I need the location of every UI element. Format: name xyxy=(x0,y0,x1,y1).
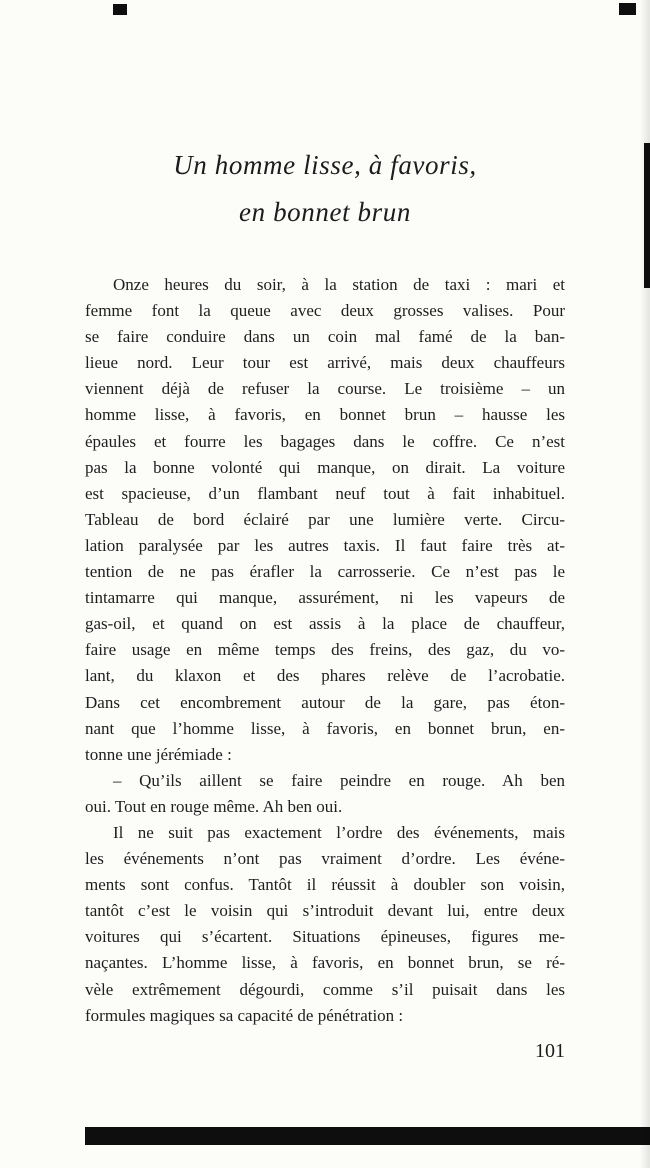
paragraph xyxy=(85,820,565,1029)
text-line: les événements n’ont pas vraiment d’ordre. Les événe- xyxy=(85,849,565,869)
text-line: faire usage en même temps des freins, des gaz, du vo- xyxy=(85,640,565,660)
text-line: pas la bonne volonté qui manque, on dirait. La voiture xyxy=(85,457,565,477)
text-line: formules magiques sa capacité de pénétration : xyxy=(85,1005,404,1025)
text-line: est spacieuse, d’un flambant neuf tout à fait inhabituel. xyxy=(85,483,565,503)
scan-artifact-right-edge xyxy=(644,143,650,288)
scan-artifact-top-left xyxy=(113,4,127,15)
text-line: ments sont confus. Tantôt il réussit à doubler son voisin, xyxy=(85,875,565,895)
chapter-title-line2: en bonnet brun xyxy=(239,197,411,227)
text-line: tention de ne pas érafler la carrosserie. Ce n’est pas le xyxy=(85,562,565,582)
text-line: homme lisse, à favoris, en bonnet brun – hausse les xyxy=(85,405,565,425)
text-line: vèle extrêmement dégourdi, comme s’il puisait dans les xyxy=(85,979,565,999)
page-number: 101 xyxy=(535,1040,565,1062)
scan-artifact-top-right xyxy=(619,3,636,15)
text-line: naçantes. L’homme lisse, à favoris, en bonnet brun, se ré- xyxy=(85,953,565,973)
text-line: – Qu’ils aillent se faire peindre en rouge. Ah ben xyxy=(113,770,565,790)
text-line: tantôt c’est le voisin qui s’introduit devant lui, entre deux xyxy=(85,901,565,921)
text-line: Dans cet encombrement autour de la gare, pas éton- xyxy=(85,692,565,712)
paragraph xyxy=(85,768,565,820)
text-line: voitures qui s’écartent. Situations épineuses, figures me- xyxy=(85,927,565,947)
paragraph xyxy=(85,272,565,768)
scan-artifact-bottom-bar xyxy=(85,1127,650,1145)
text-line: Il ne suit pas exactement l’ordre des événements, mais xyxy=(113,822,565,842)
text-line: épaules et fourre les bagages dans le coffre. Ce n’est xyxy=(85,431,565,451)
text-line: femme font la queue avec deux grosses valises. Pour xyxy=(85,301,565,321)
text-line: lant, du klaxon et des phares relève de l’acrobatie. xyxy=(85,666,565,686)
body-text xyxy=(85,272,565,1029)
chapter-title-line1: Un homme lisse, à favoris, xyxy=(173,150,477,180)
text-line: se faire conduire dans un coin mal famé de la ban- xyxy=(85,327,565,347)
text-line: gas-oil, et quand on est assis à la place de chauffeur, xyxy=(85,614,565,634)
text-line: nant que l’homme lisse, à favoris, en bonnet brun, en- xyxy=(85,718,565,738)
text-line: lation paralysée par les autres taxis. Il faut faire très at- xyxy=(85,535,565,555)
text-line: tonne une jérémiade : xyxy=(85,744,232,764)
text-line: Onze heures du soir, à la station de taxi : mari et xyxy=(113,275,565,294)
text-line: tintamarre qui manque, assurément, ni les vapeurs de xyxy=(85,588,565,608)
text-line: viennent déjà de refuser la course. Le troisième – un xyxy=(85,379,565,399)
text-line: Tableau de bord éclairé par une lumière verte. Circu- xyxy=(85,509,565,529)
text-line: lieue nord. Leur tour est arrivé, mais deux chauffeurs xyxy=(85,353,565,373)
text-line: oui. Tout en rouge même. Ah ben oui. xyxy=(85,796,343,816)
